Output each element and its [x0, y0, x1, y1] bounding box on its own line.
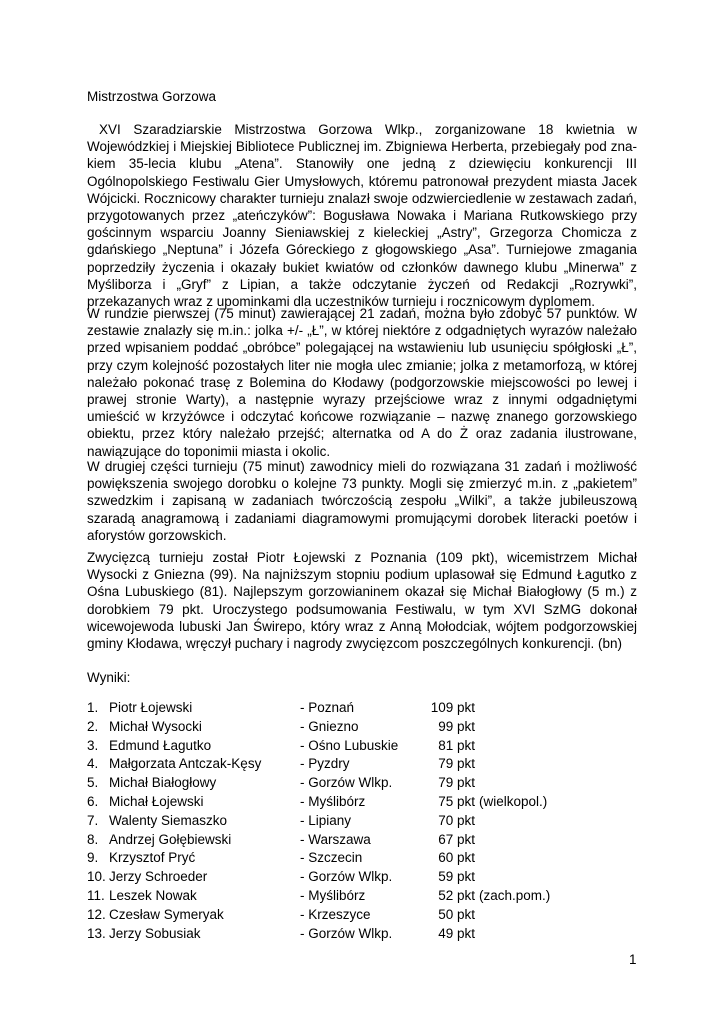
- result-city: - Poznań: [300, 700, 355, 715]
- result-rank: 5.: [87, 775, 99, 791]
- result-row: [87, 718, 607, 737]
- result-name: Michał Wysocki: [109, 718, 202, 734]
- result-name: Leszek Nowak: [109, 887, 197, 903]
- result-name: Małgorzata Antczak-Kęsy: [109, 756, 262, 772]
- result-city: - Myślibórz: [300, 793, 366, 809]
- result-city: - Gniezno: [300, 718, 359, 734]
- result-points: 79 pkt: [438, 775, 475, 791]
- result-points: 70 pkt: [438, 812, 475, 828]
- result-city: - Gorzów Wlkp.: [300, 925, 393, 941]
- result-name: Walenty Siemaszko: [109, 812, 228, 828]
- result-city: - Myślibórz: [300, 887, 366, 903]
- result-points: 81 pkt: [438, 737, 475, 753]
- result-city: - Ośno Lubuskie: [300, 737, 399, 753]
- result-city: - Gorzów Wlkp.: [300, 775, 393, 791]
- result-name: Czesław Symeryak: [109, 906, 224, 922]
- result-row: [87, 849, 607, 868]
- result-points: 109 pkt: [430, 700, 475, 715]
- paragraph-round-one: W rundzie pierwszej (75 minut) zawierającej 21 zadań, można było zdobyć 57 punktów. W zestawie znalazły się m.in.: jolka +/- „Ł”, w której niektóre z odgadniętych wyrazów należało przed wpisaniem poddać „obróbce” polegającej na wstawieniu lub usunięciu spółgłoski „Ł”, przy czym kolejność pozostałych liter nie mogła ulec zmianie; jolka z metamorfozą, w której należało pokonać trasę z Bolemina do Kłodawy (podgorzowskie miejscowości po lewej i prawej stronie Warty), a następnie wyrazy przejściowe wraz z innymi odgadniętymi umieścić w krzyżówce i odczytać końcowe rozwiązanie – nazwę znanego gorzowskiego obiektu, przez który należało przejść; alternatka od A do Ż oraz zadania ilustrowane, nawiązujące do toponimii miasta i okolic.: [87, 306, 637, 459]
- result-points: 99 pkt: [438, 718, 475, 734]
- result-city: - Gorzów Wlkp.: [300, 869, 393, 885]
- result-row: [87, 831, 607, 850]
- result-name: Michał Białogłowy: [109, 775, 217, 791]
- result-rank: 1.: [87, 700, 99, 715]
- result-city: - Krzeszyce: [300, 906, 371, 922]
- result-name: Krzysztof Pryć: [109, 850, 196, 866]
- result-note: (zach.pom.): [479, 887, 551, 903]
- page-number: 1: [629, 952, 637, 967]
- result-city: - Warszawa: [300, 831, 371, 847]
- result-points: 52 pkt: [438, 887, 475, 903]
- result-name: Edmund Łagutko: [109, 737, 212, 753]
- result-city: - Pyzdry: [300, 756, 350, 772]
- result-points: 79 pkt: [438, 756, 475, 772]
- result-note: (wielkopol.): [479, 793, 548, 809]
- result-rank: 2.: [87, 718, 99, 734]
- result-name: Jerzy Schroeder: [109, 869, 208, 885]
- result-row: [87, 906, 607, 925]
- result-rank: 12.: [87, 906, 106, 922]
- result-rank: 9.: [87, 850, 99, 866]
- result-row: [87, 812, 607, 831]
- result-city: - Lipiany: [300, 812, 352, 828]
- result-row: [87, 868, 607, 887]
- paragraph-intro: XVI Szaradziarskie Mistrzostwa Gorzowa Wlkp., zorganizowane 18 kwietnia w Wojewódzkiej i Miejskiej Bibliotece Publicznej im. Zbigniewa Herberta, przebiegały pod znakiem 35-lecia klubu „Atena”. Stanowiły one jedną z dziewięciu konkurencji III Ogólnopolskiego Festiwalu Gier Umysłowych, któremu patronował prezydent miasta Jacek Wójcicki. Rocznicowy charakter turnieju znalazł swoje odzwierciedlenie w zestawach zadań, przygotowanych przez „ateńczyków”: Bogusława Nowaka i Mariana Rutkowskiego przy gościnnym wsparciu Joanny Sieniawskiej z kieleckiej „Astry”, Grzegorza Chomicza z gdańskiego „Neptuna” i Józefa Góreckiego z głogowskiego „Asa”. Turniejowe zmagania poprzedziły życzenia i okazały bukiet kwiatów od członków dawnego klubu „Minerwa” z Myśliborza i „Gryf” z Lipian, a także odczytanie życzeń od Redakcji „Rozrywki”, przekazanych wraz z upominkami dla uczestników turnieju i rocznicowym dyplomem.: [87, 122, 637, 310]
- result-name: Andrzej Gołębiewski: [109, 831, 232, 847]
- results-list: [87, 699, 607, 943]
- result-points: 60 pkt: [438, 850, 475, 866]
- result-rank: 7.: [87, 812, 99, 828]
- result-rank: 11.: [87, 887, 105, 903]
- paragraph-round-two: W drugiej części turnieju (75 minut) zawodnicy mieli do rozwiązana 31 zadań i możliwość powiększenia swojego dorobku o kolejne 73 punkty. Mogli się zmierzyć m.in. z „pakietem” szwedzkim i zapisaną w zadaniach twórczością zespołu „Wilki”, a także jubileuszową szaradą anagramową i zadaniami diagramowymi promującymi dorobek literacki poetów i aforystów gorzowskich.: [87, 459, 637, 543]
- result-name: Piotr Łojewski: [109, 700, 193, 715]
- result-points: 67 pkt: [438, 831, 475, 847]
- result-rank: 6.: [87, 793, 99, 809]
- result-points: 49 pkt: [438, 925, 475, 941]
- result-row: [87, 737, 607, 756]
- result-row: [87, 755, 607, 774]
- result-rank: 13.: [87, 925, 106, 941]
- result-rank: 10.: [87, 869, 106, 885]
- result-row: [87, 925, 607, 944]
- document-title: Mistrzostwa Gorzowa: [87, 89, 217, 104]
- result-row: [87, 774, 607, 793]
- result-row: [87, 887, 607, 906]
- result-rank: 4.: [87, 756, 99, 772]
- result-rank: 3.: [87, 737, 99, 753]
- result-city: - Szczecin: [300, 850, 363, 866]
- result-points: 59 pkt: [438, 869, 475, 885]
- result-points: 50 pkt: [438, 906, 475, 922]
- result-name: Jerzy Sobusiak: [109, 925, 201, 941]
- results-heading: Wyniki:: [87, 670, 131, 685]
- result-points: 75 pkt: [438, 793, 475, 809]
- result-rank: 8.: [87, 831, 99, 847]
- result-row: [87, 699, 607, 718]
- result-name: Michał Łojewski: [109, 793, 204, 809]
- result-row: [87, 793, 607, 812]
- paragraph-winners: Zwycięzcą turnieju został Piotr Łojewski z Poznania (109 pkt), wicemistrzem Michał Wysocki z Gniezna (99). Na najniższym stopniu podium uplasował się Edmund Łagutko z Ośna Lubuskiego (81). Najlepszym gorzowianinem okazał się Michał Białogłowy (5 m.) z dorobkiem 79 pkt. Uroczystego podsumowania Festiwalu, w tym XVI SzMG dokonał wicewojewoda lubuski Jan Świrepo, który wraz z Anną Mołodciak, wójtem podgorzowskiej gminy Kłodawa, wręczył puchary i nagrody zwycięzcom poszczególnych konkurencji. (bn): [87, 550, 637, 652]
